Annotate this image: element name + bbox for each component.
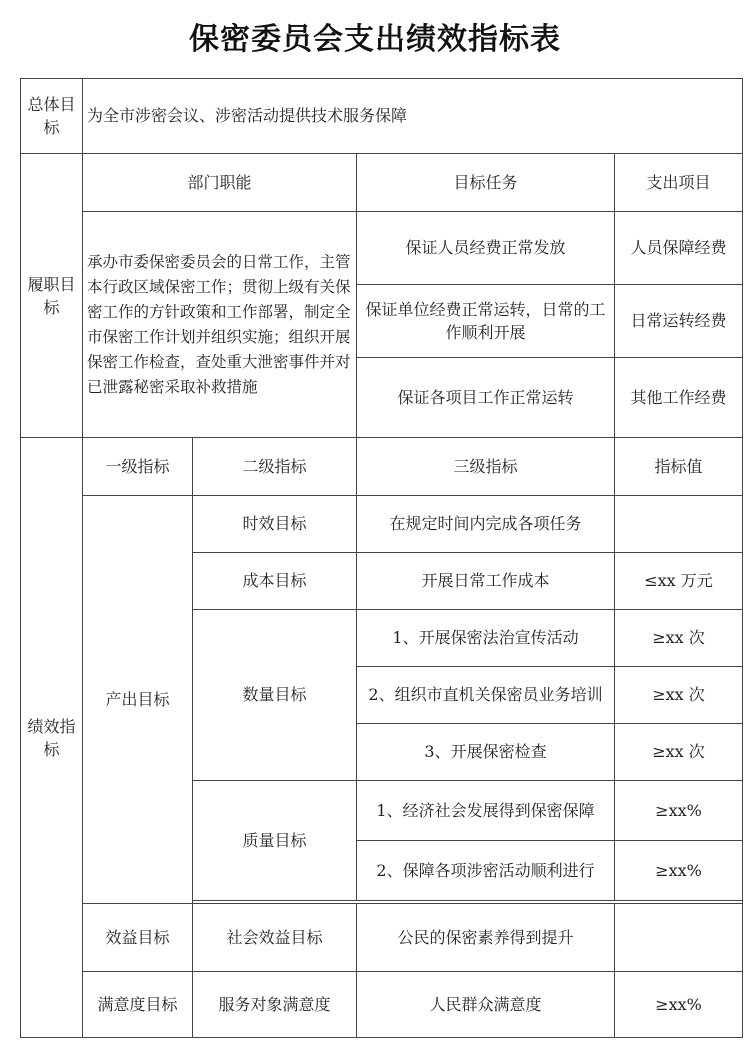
- department-function-text: 承办市委保密委员会的日常工作，主管本行政区域保密工作；贯彻上级有关保密工作的方针政策和工作部署，制定全市保密工作计划并组织实施；组织开展保密工作检查，查处重大泄密事件并对已泄露秘密采取补救措施: [83, 212, 357, 438]
- table-row: [21, 496, 743, 553]
- level3-cell: 2、组织市直机关保密员业务培训: [357, 667, 615, 724]
- overall-goal-text: 为全市涉密会议、涉密活动提供技术服务保障: [83, 79, 743, 154]
- level3-cell: 在规定时间内完成各项任务: [357, 496, 615, 553]
- output-goal-label: 产出目标: [83, 496, 193, 904]
- header-indicator-value: 指标值: [615, 438, 743, 496]
- service-satisfaction-label: 服务对象满意度: [193, 972, 357, 1038]
- social-benefit-label: 社会效益目标: [193, 904, 357, 972]
- expense-item-cell: 人员保障经费: [615, 212, 743, 285]
- indicator-value-cell: ≤xx 万元: [615, 553, 743, 610]
- level3-cell: 1、经济社会发展得到保密保障: [357, 781, 615, 841]
- target-task-cell: 保证单位经费正常运转，日常的工作顺利开展: [357, 285, 615, 358]
- header-expense-item: 支出项目: [615, 154, 743, 212]
- page-title: 保密委员会支出绩效指标表: [189, 22, 561, 57]
- timeliness-goal-label: 时效目标: [193, 496, 357, 553]
- table-row: [21, 154, 743, 212]
- satisfaction-goal-label: 满意度目标: [83, 972, 193, 1038]
- indicator-value-cell: ≥xx%: [615, 841, 743, 901]
- level3-cell: 开展日常工作成本: [357, 553, 615, 610]
- header-level3: 三级指标: [357, 438, 615, 496]
- target-task-cell: 保证人员经费正常发放: [357, 212, 615, 285]
- cost-goal-label: 成本目标: [193, 553, 357, 610]
- quality-goal-label: 质量目标: [193, 781, 357, 901]
- overall-goal-label: 总体目标: [21, 79, 83, 154]
- header-level2: 二级指标: [193, 438, 357, 496]
- expense-item-cell: 其他工作经费: [615, 358, 743, 438]
- quantity-goal-label: 数量目标: [193, 610, 357, 781]
- header-department-function: 部门职能: [83, 154, 357, 212]
- level3-cell: 1、开展保密法治宣传活动: [357, 610, 615, 667]
- level3-cell: 2、保障各项涉密活动顺利进行: [357, 841, 615, 901]
- expense-item-cell: 日常运转经费: [615, 285, 743, 358]
- indicator-value-cell: ≥xx%: [615, 972, 743, 1038]
- benefit-goal-label: 效益目标: [83, 904, 193, 972]
- indicator-value-cell: ≥xx%: [615, 781, 743, 841]
- table-row: [21, 79, 743, 154]
- performance-indicator-label: 绩效指标: [21, 438, 83, 1038]
- level3-cell: 3、开展保密检查: [357, 724, 615, 781]
- table-row: [21, 212, 743, 285]
- indicator-value-cell: [615, 496, 743, 553]
- level3-cell: 公民的保密素养得到提升: [357, 904, 615, 972]
- indicator-value-cell: ≥xx 次: [615, 667, 743, 724]
- indicator-value-cell: [615, 904, 743, 972]
- indicator-value-cell: ≥xx 次: [615, 724, 743, 781]
- table-row: [21, 904, 743, 972]
- header-target-task: 目标任务: [357, 154, 615, 212]
- table-row: [21, 438, 743, 496]
- performance-indicator-table: [20, 78, 743, 1038]
- duty-goal-label: 履职目标: [21, 154, 83, 438]
- table-row: [21, 972, 743, 1038]
- target-task-cell: 保证各项目工作正常运转: [357, 358, 615, 438]
- indicator-value-cell: ≥xx 次: [615, 610, 743, 667]
- level3-cell: 人民群众满意度: [357, 972, 615, 1038]
- header-level1: 一级指标: [83, 438, 193, 496]
